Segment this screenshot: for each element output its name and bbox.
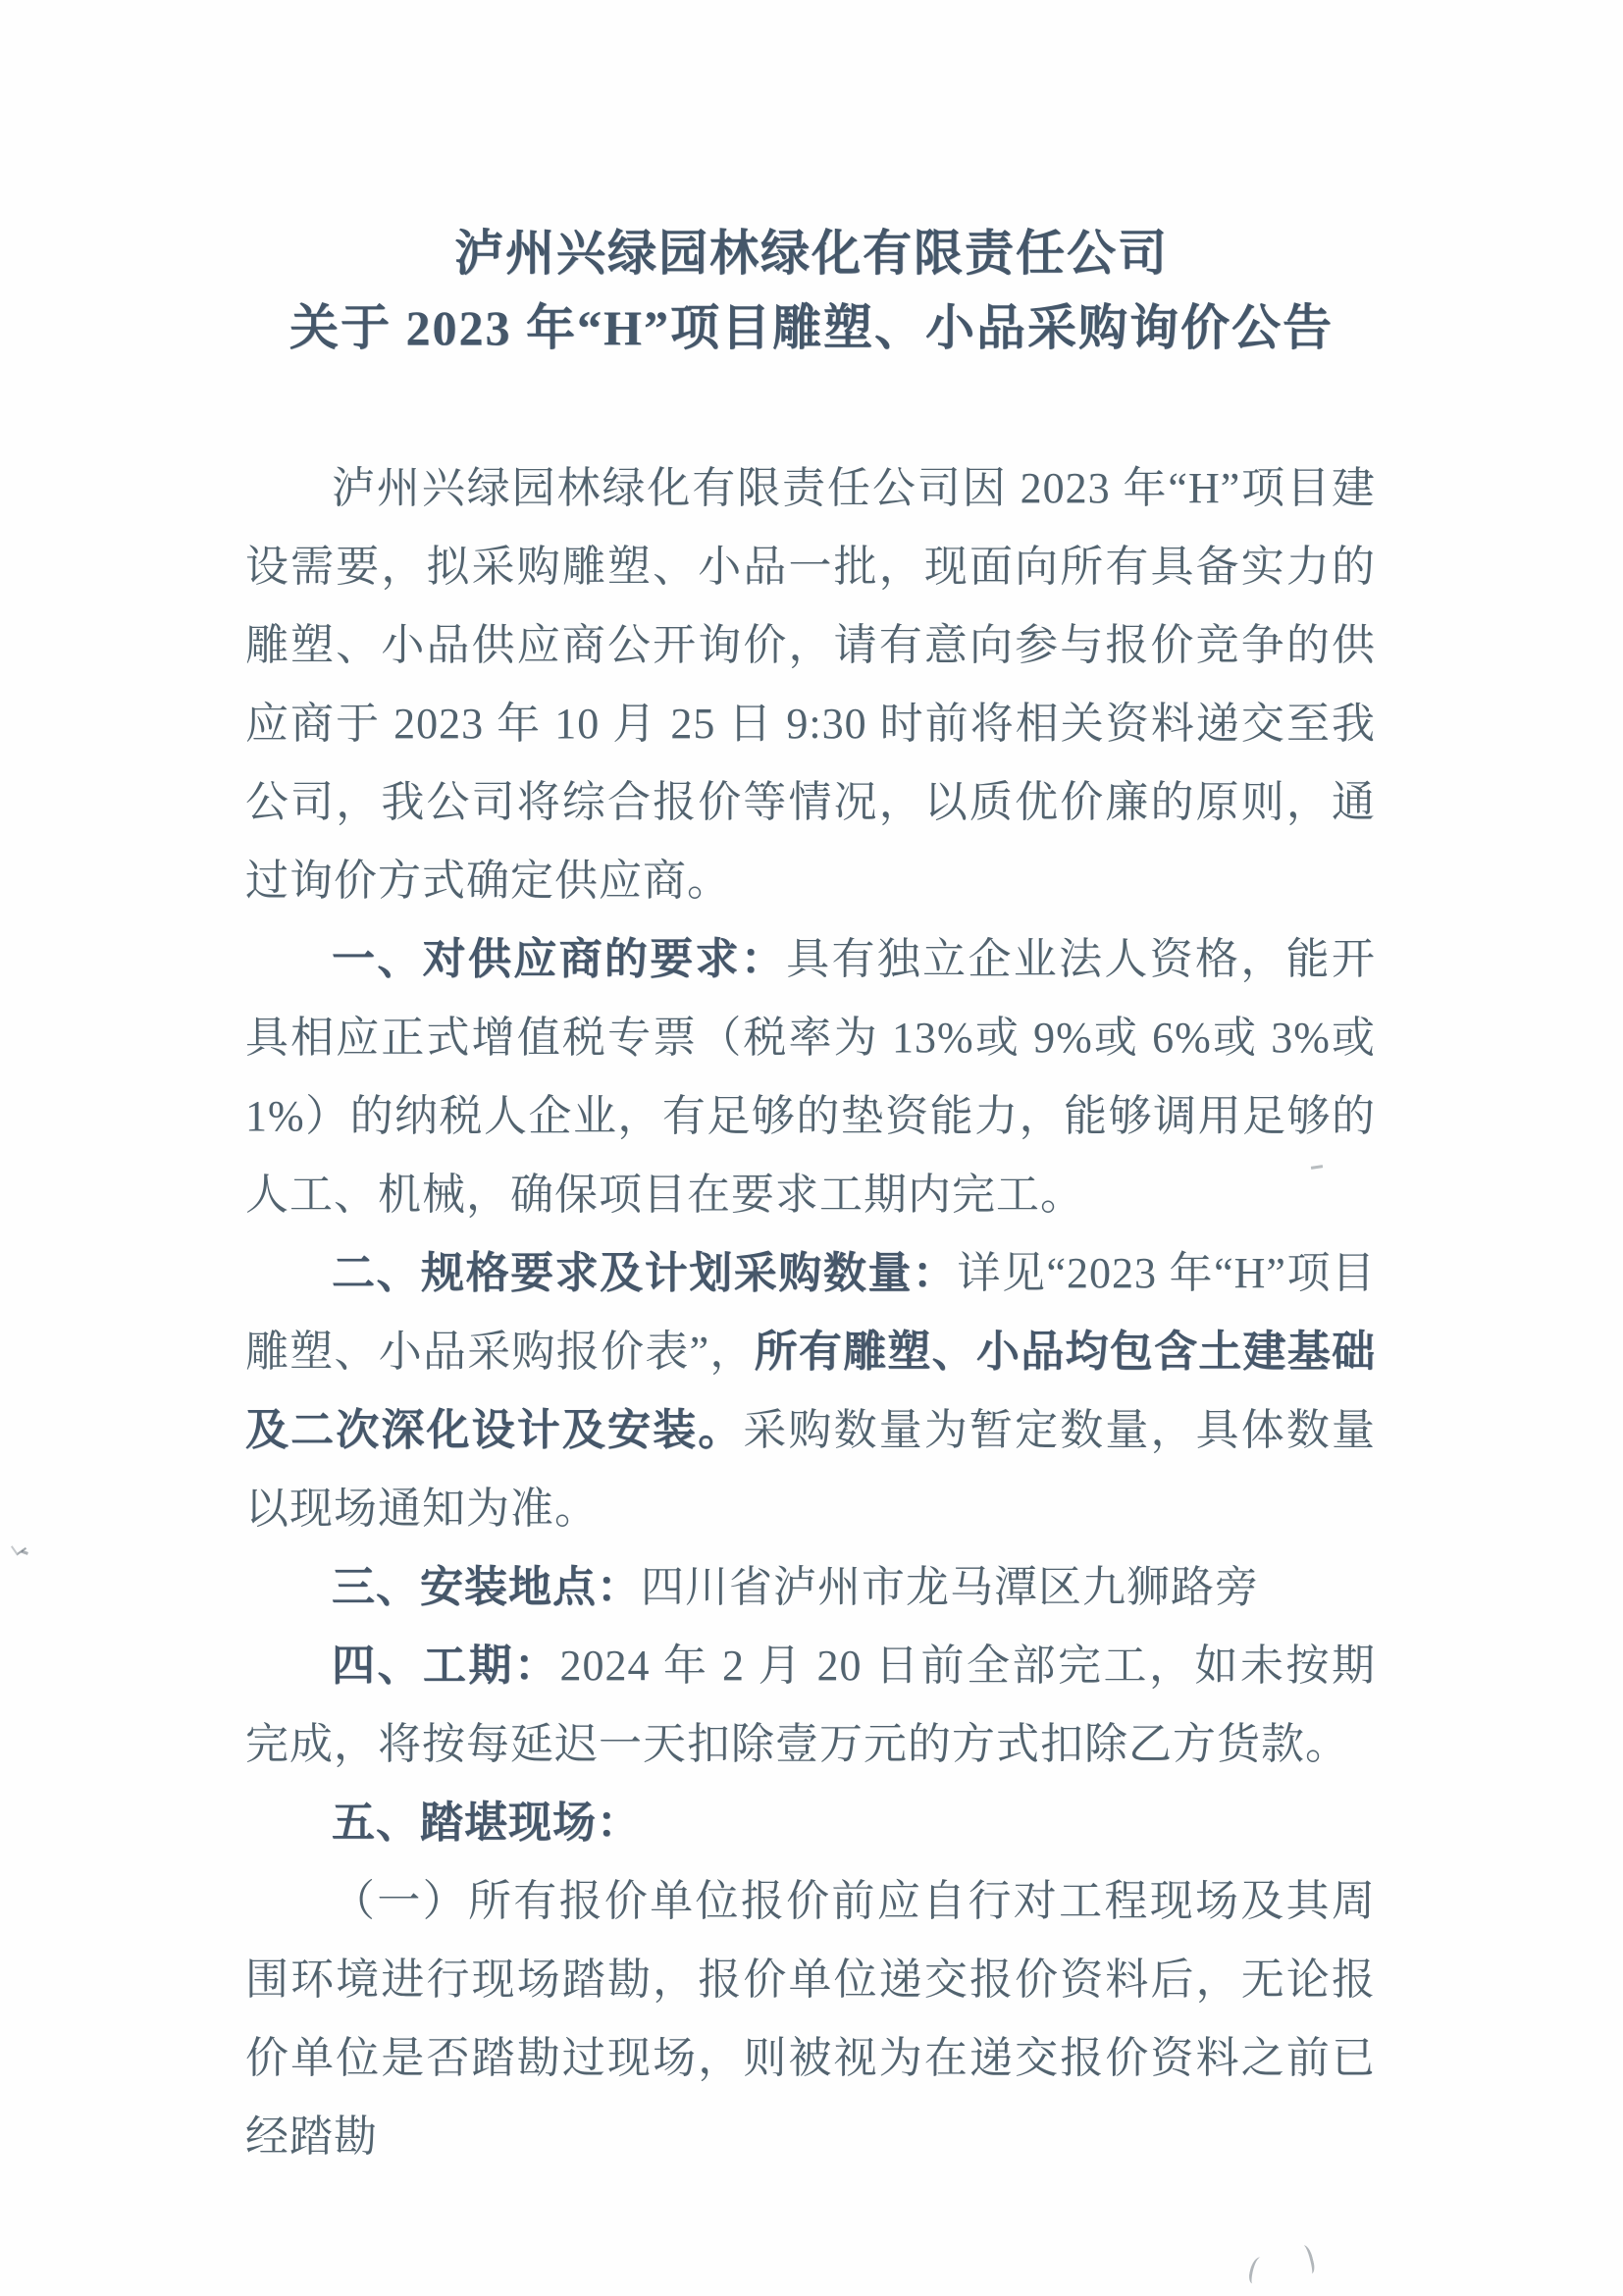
scan-speck-bottom-2 xyxy=(1298,2244,1317,2275)
section-2-bold-run: 所有雕塑、小品均包含土建基础及二次深化设计及安装。 xyxy=(245,1328,1377,1454)
scan-speck-bottom-1 xyxy=(1247,2256,1266,2285)
intro-text: 泸州兴绿园林绿化有限责任公司因 2023 年“H”项目建设需要，拟采购雕塑、小品一批，现面向所有具备实力的雕塑、小品供应商公开询价，请有意向参与报价竞争的供应商于 2023 年 10 月 25 日 9:30 时前将相关资料递交至我公司，我公司将综合报价等情况，以质优价廉的原则，通过询价方式确定供应商。 xyxy=(245,464,1376,905)
section-5-sub-1 xyxy=(245,1862,1376,2176)
paragraph-intro xyxy=(245,449,1376,920)
document-body xyxy=(245,449,1376,2176)
section-4-text: 2024 年 2 月 20 日前全部完工，如未按期完成，将按每延迟一天扣除壹万元的方式扣除乙方货款。 xyxy=(245,1642,1376,1768)
section-2-text-a: 详见“2023 年“H”项目雕塑、小品采购报价表”， xyxy=(245,1249,1376,1376)
section-1-text: 具有独立企业法人资格，能开具相应正式增值税专票（税率为 13%或 9%或 6%或 3%或 1%）的纳税人企业，有足够的垫资能力，能够调用足够的人工、机械，确保项目在要求工期内完工。 xyxy=(245,935,1377,1219)
section-1 xyxy=(245,920,1376,1234)
section-4 xyxy=(245,1627,1376,1784)
document-title xyxy=(0,0,1623,365)
section-5-sub-1-text: （一）所有报价单位报价前应自行对工程现场及其周围环境进行现场踏勘，报价单位递交报价资料后，无论报价单位是否踏勘过现场，则被视为在递交报价资料之前已经踏勘 xyxy=(245,1877,1376,2161)
section-3-heading: 三、安装地点： xyxy=(332,1563,641,1611)
title-line-2: 关于 2023 年“H”项目雕塑、小品采购询价公告 xyxy=(289,300,1334,355)
title-line-1: 泸州兴绿园林绿化有限责任公司 xyxy=(454,226,1169,281)
scan-speck-left-2 xyxy=(21,1542,30,1555)
section-3-text: 四川省泸州市龙马潭区九狮路旁 xyxy=(641,1563,1259,1611)
section-2 xyxy=(245,1234,1376,1548)
section-4-heading: 四、工期： xyxy=(332,1642,560,1690)
section-2-heading: 二、规格要求及计划采购数量： xyxy=(332,1249,958,1297)
section-5 xyxy=(245,1784,1376,1862)
scan-speck-left-1 xyxy=(11,1540,26,1556)
section-3 xyxy=(245,1548,1376,1627)
section-5-heading: 五、踏堪现场： xyxy=(332,1799,641,1847)
section-2-text-b: 采购数量为暂定数量，具体数量以现场通知为准。 xyxy=(245,1406,1376,1533)
section-1-heading: 一、对供应商的要求： xyxy=(332,935,787,983)
